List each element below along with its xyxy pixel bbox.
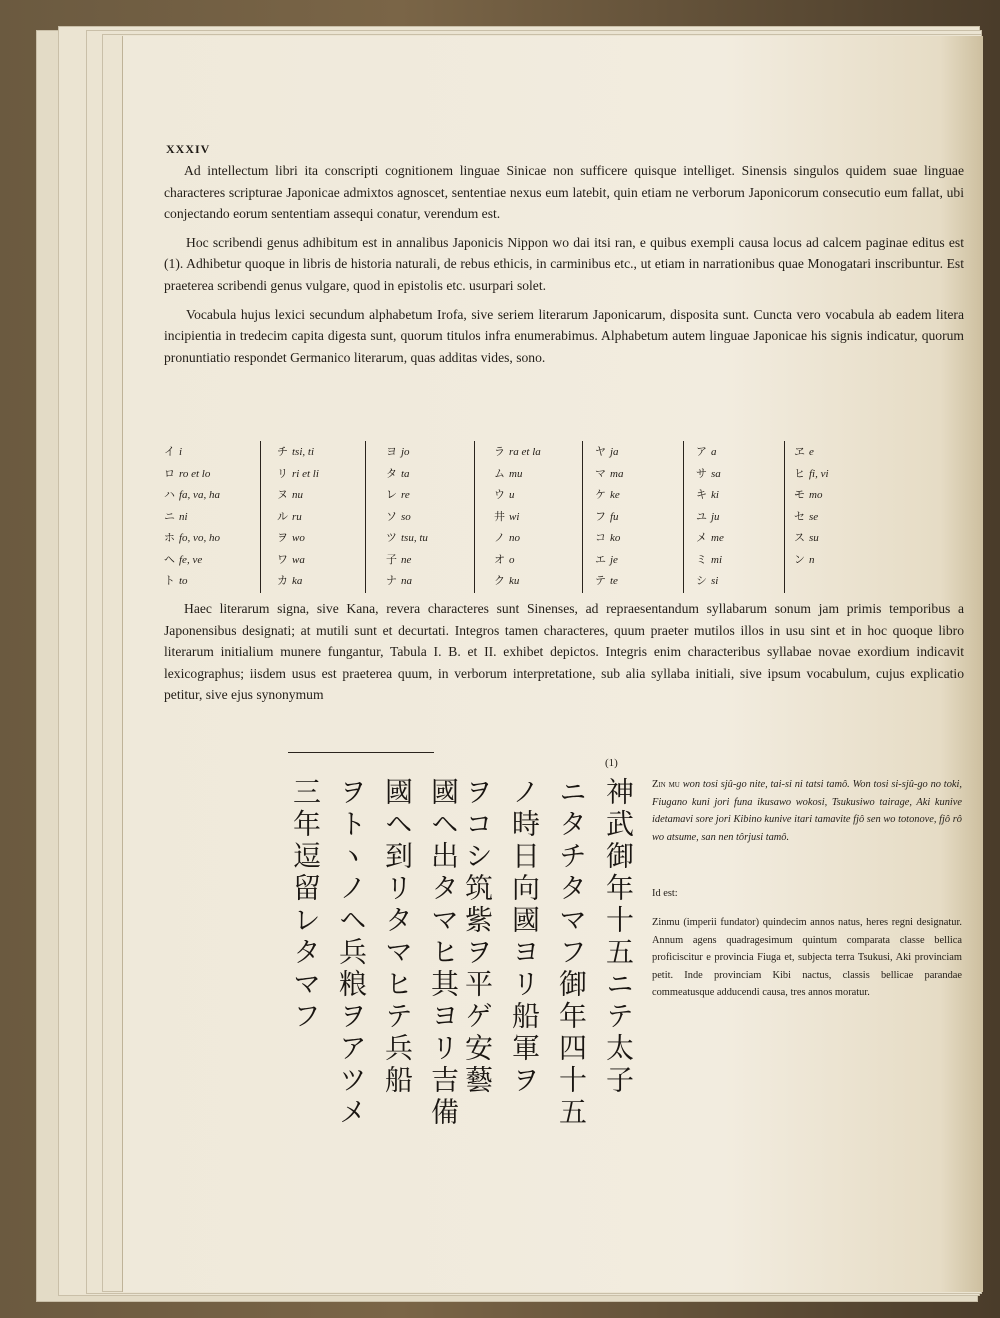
kana-reading: na	[401, 575, 412, 587]
kana-character: ク	[494, 574, 505, 587]
kana-character: ニ	[164, 509, 175, 523]
kana-entry	[595, 527, 683, 549]
kana-reading: ni	[179, 510, 188, 523]
kana-character: ノ	[494, 531, 505, 544]
kana-character: カ	[277, 574, 288, 587]
kana-entry	[794, 527, 882, 549]
kana-entry	[386, 441, 474, 463]
kana-character: リ	[277, 466, 288, 480]
kana-entry	[595, 441, 683, 463]
kana-character: ヘ	[164, 552, 175, 566]
kana-character: ナ	[386, 574, 397, 587]
kana-character: 井	[494, 509, 505, 523]
kana-entry	[794, 484, 882, 506]
kana-entry	[595, 549, 683, 571]
kana-reading: mo	[809, 489, 823, 501]
kana-reading: nu	[292, 489, 303, 501]
kana-character: ロ	[164, 466, 175, 480]
japanese-text-column: 神武御年十五ニテ太子	[602, 777, 635, 1097]
japanese-text-column: ヲトヽノヘ兵粮ヲアツメ	[335, 777, 368, 1129]
kana-character: ウ	[494, 488, 505, 501]
kana-entry	[696, 570, 784, 592]
kana-entry	[164, 484, 260, 506]
japanese-text-column: 三年逗留レタマフ	[289, 777, 322, 1033]
kana-alphabet-table	[164, 441, 954, 593]
kana-entry	[794, 549, 882, 571]
kana-character: ワ	[277, 552, 288, 566]
kana-entry	[494, 484, 582, 506]
kana-reading: ra et la	[509, 446, 541, 458]
kana-reading: fe, ve	[179, 553, 203, 566]
kana-character: セ	[794, 509, 805, 523]
kana-character: ト	[164, 574, 175, 587]
kana-character: ヱ	[794, 445, 805, 458]
footnote-mark: (1)	[605, 757, 618, 769]
kana-entry	[696, 549, 784, 571]
kana-entry	[386, 506, 474, 528]
kana-character: ユ	[696, 509, 707, 523]
kana-reading: mi	[711, 553, 722, 566]
kana-reading: wi	[509, 510, 520, 523]
kana-reading: fu	[610, 510, 619, 523]
kana-reading: ro et lo	[179, 467, 211, 480]
kana-reading: fo, vo, ho	[179, 532, 220, 544]
kana-reading: ka	[292, 575, 303, 587]
body-text-top	[164, 160, 964, 375]
kana-entry	[386, 570, 474, 592]
japanese-text-column: ヲコシ筑紫ヲ平ゲ安藝	[461, 777, 494, 1097]
kana-column	[688, 441, 785, 593]
kana-reading: ki	[711, 489, 719, 501]
japanese-text-column: 國ヘ出タマヒ其ヨリ吉備	[427, 777, 460, 1129]
japanese-text-column: 國ヘ到リタマヒテ兵船	[381, 777, 414, 1097]
kana-reading: to	[179, 575, 188, 587]
kana-entry	[164, 549, 260, 571]
japanese-text-column: ノ時日向國ヨリ船軍ヲ	[508, 777, 541, 1097]
kana-character: メ	[696, 531, 707, 544]
kana-entry	[494, 506, 582, 528]
kana-reading: sa	[711, 467, 721, 480]
kana-entry	[164, 570, 260, 592]
footnote-translation: Zinmu (imperii fundator) quindecim annos natus, heres regni designatur. Annum agens quadragesimum quintum comparata classe bellica proficiscitur e provincia Fiuga et, subjecta terra Tsukusi, Aki provinciam petit. Inde provinciam Kibi nactus, classis bellicae parandae commeatusque adducendi causa, tres annos moratur.	[652, 917, 962, 999]
kana-reading: ja	[610, 446, 619, 458]
kana-character: オ	[494, 552, 505, 566]
kana-entry	[277, 570, 365, 592]
kana-reading: tsi, ti	[292, 446, 315, 458]
kana-column	[786, 441, 882, 593]
kana-reading: wa	[292, 553, 305, 566]
kana-character: コ	[595, 531, 606, 544]
paragraph: Hoc scribendi genus adhibitum est in annalibus Japonicis Nippon wo dai itsi ran, e quibus exempli causa locus ad calcem paginae editus est (1). Adhibetur quoque in libris de historia naturali, de rebus ethicis, in carminibus etc., ut etiam in narrationibus quae Monogatari inscribuntur. Est praeterea scribendi genus vulgare, quod in epistolis etc. usurpari solet.	[164, 234, 964, 293]
kana-character: ヨ	[386, 445, 397, 458]
kana-reading: me	[711, 532, 724, 544]
kana-column	[164, 441, 261, 593]
kana-column	[486, 441, 583, 593]
kana-reading: i	[179, 446, 183, 458]
kana-character: ス	[794, 531, 805, 544]
kana-entry	[696, 441, 784, 463]
kana-reading: te	[610, 575, 618, 587]
kana-character: キ	[696, 488, 707, 501]
kana-entry	[494, 527, 582, 549]
kana-character: モ	[794, 488, 805, 501]
kana-character: ヲ	[277, 531, 288, 544]
kana-entry	[696, 506, 784, 528]
footnote-romanization	[652, 776, 962, 846]
kana-character: エ	[595, 552, 606, 566]
kana-reading: u	[509, 489, 515, 501]
kana-character: ヤ	[595, 445, 606, 458]
kana-character: タ	[386, 466, 397, 480]
kana-reading: wo	[292, 532, 305, 544]
footnote-romanized-text: won tosi sjû-go nite, tai-si ni tatsi tamô. Won tosi si-sjû-go no toki, Fiugano kuni jori funa ikusawo wokosi, Tsukusiwo tairage, Aki kunive idetamavi sore jori Kibino kunive itari tamavite fjô sen wo totonove, fjô rô wo atsume, san nen tôrjusi tamô.	[652, 779, 962, 843]
kana-entry	[494, 463, 582, 485]
kana-entry	[696, 463, 784, 485]
kana-character: サ	[696, 466, 707, 480]
paragraph: Vocabula hujus lexici secundum alphabetum Irofa, sive seriem literarum Japonicarum, disposita sunt. Cuncta vero vocabula ab eadem litera incipientia in tredecim capita digesta sunt, quorum titulos infra enumerabimus. Alphabetum autem linguae Japonicae his signis indicatur, quorum pronuntiatio respondet Germanico literarum, quas additas vides, sono.	[164, 306, 964, 365]
kana-reading: no	[509, 532, 520, 544]
kana-character: ヒ	[794, 466, 805, 480]
kana-reading: ju	[711, 510, 720, 523]
kana-entry	[386, 484, 474, 506]
kana-entry	[277, 506, 365, 528]
kana-character: ホ	[164, 531, 175, 544]
kana-character: ム	[494, 466, 505, 480]
kana-entry	[696, 484, 784, 506]
kana-reading: a	[711, 446, 717, 458]
kana-character: イ	[164, 445, 175, 458]
kana-entry	[494, 570, 582, 592]
kana-character: ア	[696, 445, 707, 458]
kana-entry	[794, 463, 882, 485]
kana-character: ラ	[494, 445, 505, 458]
kana-character: ミ	[696, 552, 707, 566]
kana-reading: ke	[610, 489, 620, 501]
kana-reading: re	[401, 489, 410, 501]
kana-character: テ	[595, 574, 606, 587]
kana-character: ヌ	[277, 488, 288, 501]
kana-entry	[494, 441, 582, 463]
kana-character: ソ	[386, 509, 397, 523]
kana-reading: ko	[610, 532, 621, 544]
kana-entry	[386, 549, 474, 571]
kana-reading: su	[809, 532, 819, 544]
kana-entry	[696, 527, 784, 549]
paragraph: Ad intellectum libri ita conscripti cognitionem linguae Sinicae non sufficere quisque intelliget. Sinensis singulos quidem suae linguae characteres scripturae Japonicae admixtos agnoscet, sententiae nexus eum latebit, quin etiam ne verborum Japonicorum consecutio eum fallat, ubi conjectando eorum sententiam assequi conatur, verendum est.	[164, 163, 964, 222]
kana-entry	[164, 463, 260, 485]
kana-character: ハ	[164, 488, 175, 501]
kana-entry	[277, 527, 365, 549]
kana-column	[378, 441, 475, 593]
kana-column	[587, 441, 684, 593]
kana-entry	[277, 484, 365, 506]
kana-reading: ta	[401, 467, 410, 480]
kana-entry	[277, 463, 365, 485]
kana-reading: fi, vi	[809, 467, 829, 480]
kana-reading: o	[509, 553, 515, 566]
kana-entry	[595, 570, 683, 592]
kana-character: ツ	[386, 531, 397, 544]
kana-reading: tsu, tu	[401, 532, 428, 544]
kana-entry	[164, 441, 260, 463]
kana-entry	[386, 527, 474, 549]
kana-character: 子	[386, 552, 397, 566]
kana-entry	[277, 549, 365, 571]
footnote-idest: Id est:	[652, 888, 678, 899]
paragraph: Haec literarum signa, sive Kana, revera characteres sunt Sinenses, ad repraesentandum syllabarum sonum jam primis temporibus a Japonensibus designati; at mutili sunt et decurtati. Integros tamen characteres, quum praeter mutilos illos in usu sint et in hoc quoque libro literarum initialium munere fungantur, Tabula I. B. et II. exhibet depictos. Integris enim characteribus syllabae novae exordium indicavit lexicographus; iisdem usus est praeterea quum, in verborum interpretatione, sub alia syllaba initiali, sive ipsum vocabulum, cujus explicatio petitur, sive ejus synonymum	[164, 601, 964, 703]
kana-entry	[164, 527, 260, 549]
kana-reading: fa, va, ha	[179, 489, 220, 501]
kana-reading: je	[610, 553, 618, 566]
kana-reading: si	[711, 575, 719, 587]
page-number: XXXIV	[166, 142, 211, 156]
kana-reading: so	[401, 510, 411, 523]
kana-reading: ma	[610, 467, 624, 480]
kana-entry	[164, 506, 260, 528]
kana-entry	[595, 484, 683, 506]
kana-character: フ	[595, 509, 606, 523]
kana-reading: ku	[509, 575, 520, 587]
body-text-bottom	[164, 598, 964, 713]
footnote-rule	[288, 752, 434, 753]
kana-entry	[794, 441, 882, 463]
kana-reading: se	[809, 510, 819, 523]
kana-character: マ	[595, 466, 606, 480]
kana-reading: jo	[401, 446, 410, 458]
kana-entry	[794, 506, 882, 528]
kana-reading: ri et li	[292, 467, 319, 480]
kana-entry	[595, 463, 683, 485]
kana-character: チ	[277, 445, 288, 458]
kana-entry	[386, 463, 474, 485]
japanese-text-column: ニタチタマフ御年四十五	[555, 777, 588, 1129]
kana-character: レ	[386, 488, 397, 501]
kana-character: ル	[277, 509, 288, 523]
kana-character: ン	[794, 552, 805, 566]
kana-entry	[494, 549, 582, 571]
kana-reading: ru	[292, 510, 302, 523]
kana-reading: n	[809, 553, 815, 566]
kana-entry	[595, 506, 683, 528]
kana-entry	[277, 441, 365, 463]
kana-character: ケ	[595, 488, 606, 501]
footnote-lead: Zin mu	[652, 779, 680, 790]
kana-reading: mu	[509, 467, 523, 480]
kana-reading: ne	[401, 553, 412, 566]
kana-reading: e	[809, 446, 814, 458]
kana-character: シ	[696, 574, 707, 587]
kana-column	[269, 441, 366, 593]
